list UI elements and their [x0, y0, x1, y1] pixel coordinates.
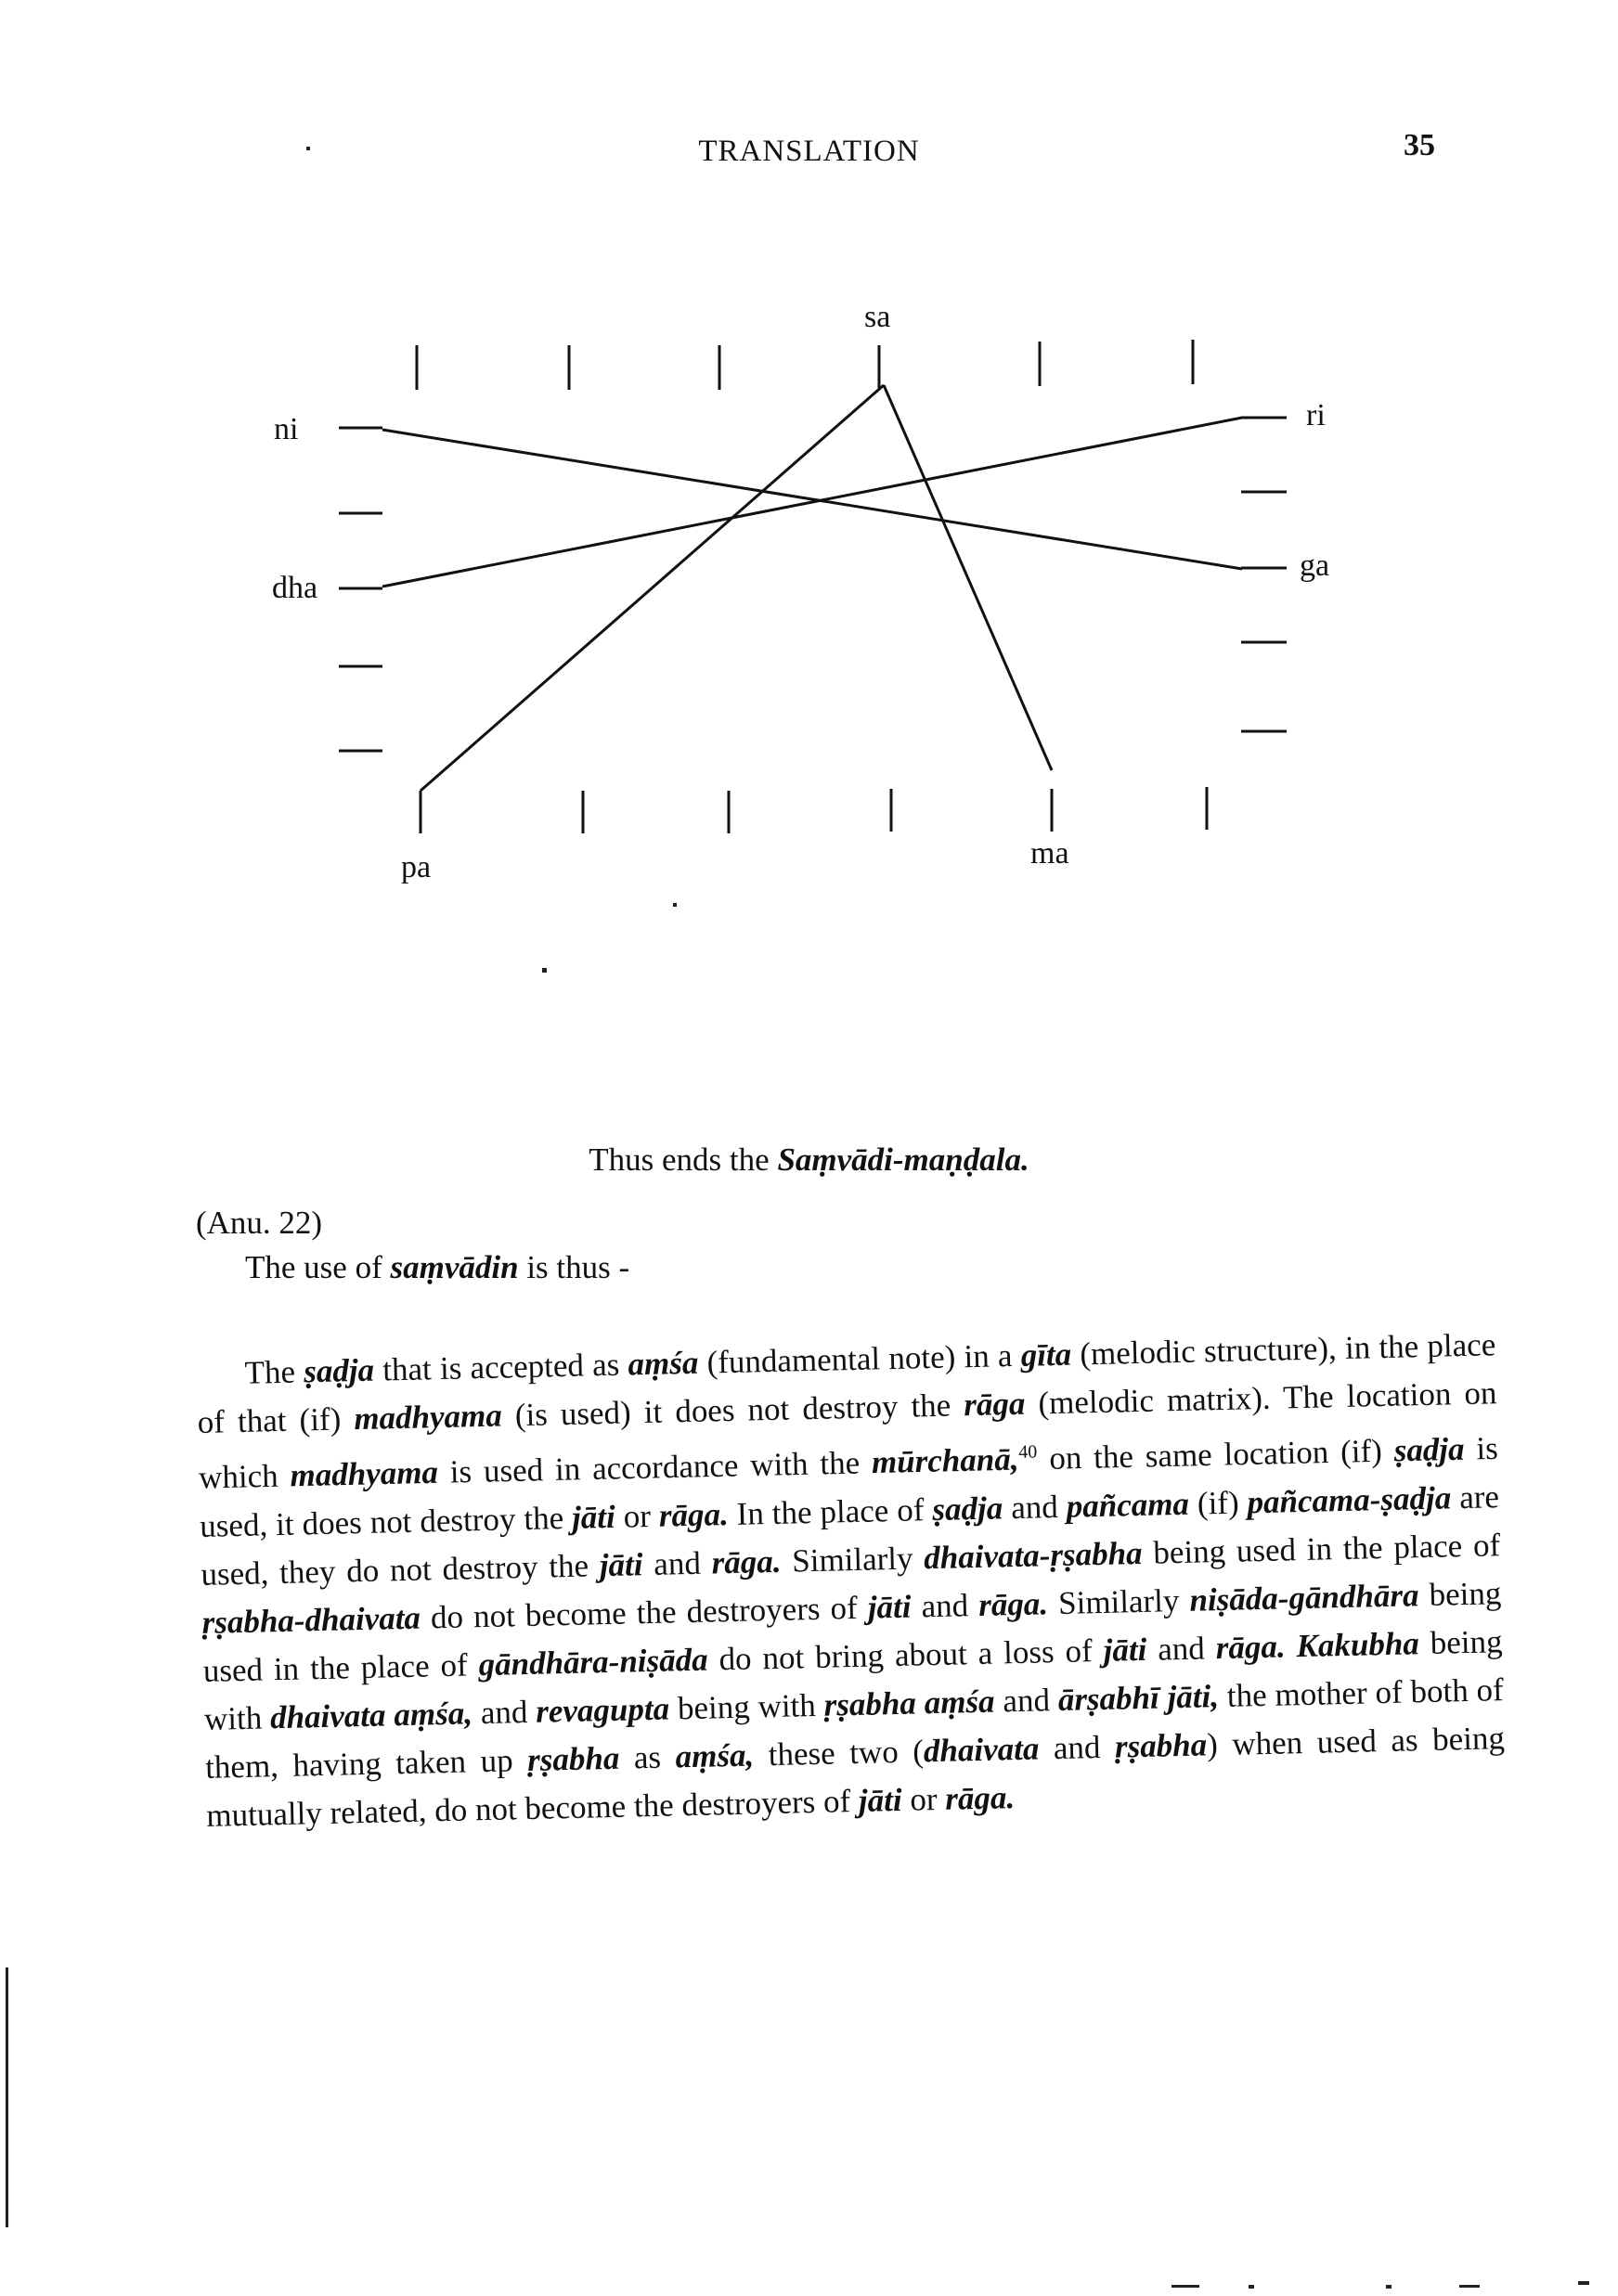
- sanskrit-term: niṣāda-gāndhāra: [1189, 1576, 1419, 1619]
- footnote-marker: 40: [1018, 1441, 1038, 1463]
- intro-line: [245, 1249, 629, 1286]
- sanskrit-term: rāga.: [944, 1778, 1016, 1817]
- sanskrit-term: gāndhāra-niṣāda: [478, 1641, 709, 1683]
- sanskrit-term: aṃśa,: [393, 1695, 473, 1733]
- line-ni-ga: [382, 430, 1242, 569]
- scan-speck: [1386, 2285, 1391, 2289]
- label-ga: ga: [1300, 548, 1330, 583]
- sanskrit-term: rāga.: [1215, 1628, 1287, 1666]
- label-ni: ni: [274, 412, 299, 446]
- sanskrit-term: pañcama-ṣaḍja: [1247, 1479, 1452, 1520]
- label-ma: ma: [1030, 836, 1069, 871]
- sanskrit-term: gīta: [1020, 1335, 1072, 1374]
- sanskrit-term: ṣaḍja: [931, 1489, 1003, 1528]
- scan-speck: [1459, 2285, 1480, 2288]
- diagram-caption: [0, 1142, 1618, 1179]
- label-pa: pa: [401, 850, 432, 884]
- sanskrit-term: ārṣabhī jāti,: [1057, 1677, 1220, 1718]
- sanskrit-term: ṣaḍja: [303, 1351, 375, 1390]
- sanskrit-term: aṃśa: [924, 1683, 995, 1721]
- body-paragraph: The ṣaḍja that is accepted as aṃśa (fundamental note) in a gīta (melodic structure), in the place of that (if) madhyama (is used) it does not destroy the rāga (melodic matrix). The location on which madhyama is used in accordance with the mūrchanā,$^{40}$ on the same location (if) ṣaḍja is used, it does not destroy the jāti or rāga. In the place of ṣaḍja and pañcama (if) pañcama-ṣaḍja are used, they do not destroy the jāti and rāga. Similarly dhaivata-ṛṣabha being used in the place of ṛṣabha-dhaivata do not become the destroyers of jāti and rāga. Similarly niṣāda-gāndhāra being used in the place of gāndhāra-niṣāda do not bring about a loss of jāti and rāga. Kakubha being with dhaivata aṃśa, and revagupta being with ṛṣabha aṃśa and ārṣabhī jāti, the mother of both of them, having taken up ṛṣabha as aṃśa, these two (dhaivata and ṛṣabha) when used as being mutually related, do not become the destroyers of jāti or rāga.: [197, 1326, 1506, 1834]
- label-sa: sa: [864, 300, 891, 334]
- samvadi-mandala-diagram: [0, 0, 1618, 1067]
- sanskrit-term: rāga: [963, 1385, 1026, 1424]
- sanskrit-term: rāga.: [977, 1584, 1049, 1623]
- sanskrit-term: mūrchanā,: [871, 1440, 1019, 1481]
- intro-term: saṃvādin: [390, 1249, 519, 1285]
- scan-speck: [306, 147, 310, 150]
- line-dha-ri: [382, 418, 1242, 587]
- sanskrit-term: madhyama: [290, 1453, 439, 1494]
- sanskrit-term: rāga.: [711, 1542, 782, 1581]
- scan-speck: [542, 968, 547, 973]
- sanskrit-term: aṃśa: [628, 1344, 699, 1383]
- line-sa-ma: [884, 385, 1052, 770]
- sanskrit-term: jāti: [867, 1588, 912, 1626]
- sanskrit-term: jāti: [858, 1781, 903, 1819]
- scan-speck: [1249, 2285, 1254, 2289]
- sanskrit-term: ṛṣabha: [526, 1739, 620, 1778]
- sanskrit-term: jāti: [599, 1545, 643, 1583]
- sanskrit-term: revagupta: [535, 1690, 670, 1730]
- running-header-title: TRANSLATION: [698, 135, 920, 168]
- section-reference: (Anu. 22): [196, 1205, 323, 1241]
- sanskrit-term: dhaivata-ṛṣabha: [923, 1534, 1143, 1576]
- sanskrit-term: dhaivata: [269, 1696, 386, 1735]
- sanskrit-term: dhaivata: [923, 1730, 1040, 1769]
- sanskrit-term: jāti: [571, 1498, 616, 1536]
- label-ri: ri: [1306, 398, 1326, 432]
- sanskrit-term: ṣaḍja: [1393, 1430, 1465, 1469]
- sanskrit-term: Kakubha: [1296, 1624, 1420, 1664]
- margin-mark: [6, 1967, 8, 2227]
- label-dha: dha: [272, 571, 318, 605]
- intro-suffix: is thus -: [518, 1249, 630, 1285]
- sanskrit-term: jāti: [1103, 1631, 1147, 1669]
- sanskrit-term: rāga.: [658, 1495, 730, 1534]
- sanskrit-term: pañcama: [1066, 1485, 1190, 1525]
- sanskrit-term: aṃśa,: [675, 1736, 755, 1775]
- sanskrit-term: ṛṣabha: [823, 1684, 917, 1723]
- sanskrit-term: ṛṣabha-dhaivata: [201, 1599, 421, 1641]
- caption-prefix: Thus ends the: [589, 1142, 778, 1178]
- sanskrit-term: ṛṣabha: [1114, 1726, 1208, 1765]
- sanskrit-term: madhyama: [353, 1397, 503, 1438]
- scan-speck: [673, 903, 677, 907]
- scan-speck: [1578, 2281, 1589, 2285]
- caption-title: Saṃvādi-maṇḍala.: [777, 1142, 1029, 1178]
- intro-prefix: The use of: [245, 1249, 391, 1285]
- page-number: 35: [1404, 128, 1435, 162]
- scan-speck: [1171, 2285, 1199, 2288]
